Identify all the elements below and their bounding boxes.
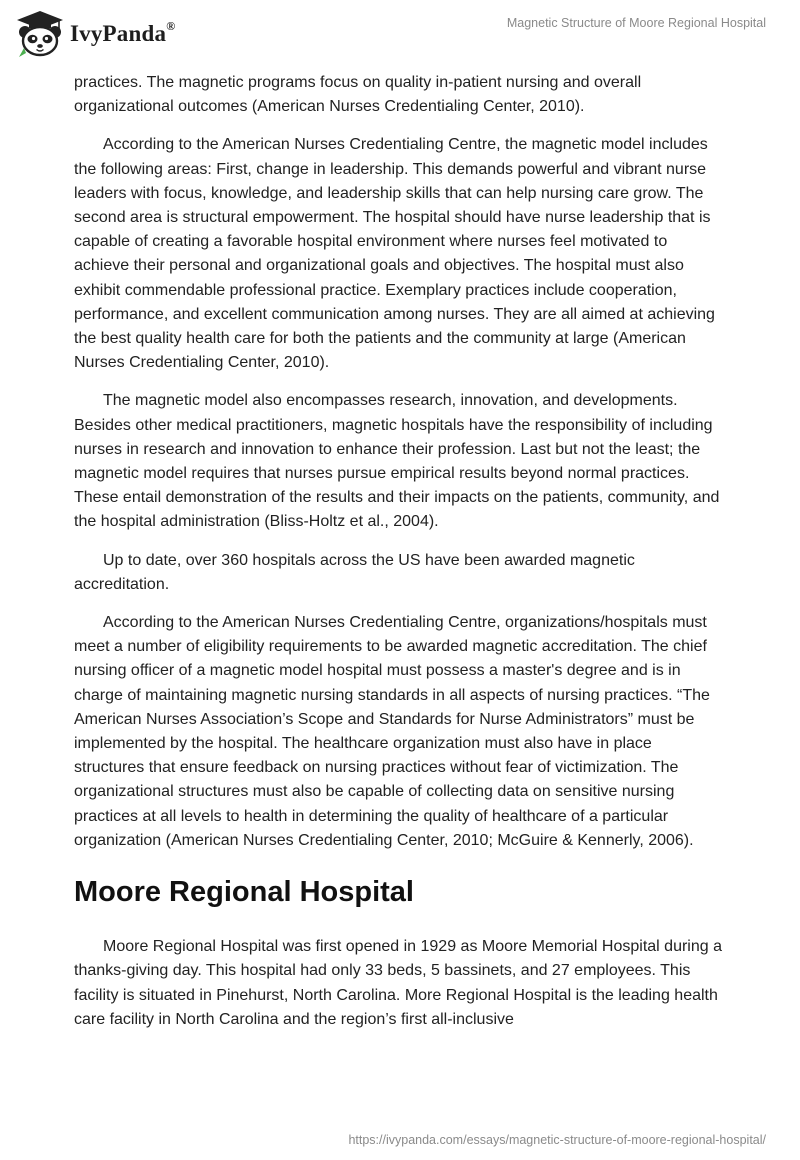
page-header [0, 0, 800, 70]
document-title: Magnetic Structure of Moore Regional Hospital [506, 16, 766, 30]
ivypanda-logo[interactable] [14, 8, 175, 60]
panda-graduate-icon [14, 8, 66, 60]
registered-mark: ® [166, 19, 176, 34]
paragraph: According to the American Nurses Credentialing Centre, the magnetic model includes the following areas: First, change in leadership. This demands powerful and vibrant nurse leaders with focus, knowledge, and leadership skills that can help nursing care grow. The second area is structural empowerment. The hospital should have nurse leadership that is capable of creating a favorable hospital environment where nurses feel motivated to achieve their personal and organizational goals and objectives. The hospital must also exhibit commendable professional practice. Exemplary practices include cooperation, performance, and excellent communication among nurses. They are all aimed at achieving the best quality health care for both the patients and the community at large (American Nurses Credentialing Center, 2010). [74, 136, 715, 372]
brand-name: IvyPanda® [70, 19, 176, 46]
paragraph: Up to date, over 360 hospitals across the US have been awarded magnetic accreditation. [74, 551, 635, 593]
section-heading: Moore Regional Hospital [74, 876, 414, 909]
paragraph: Moore Regional Hospital was first opened in 1929 as Moore Memorial Hospital during a thanks-giving day. This hospital had only 33 beds, 5 bassinets, and 27 employees. This facility is situated in Pinehurst, North Carolina. More Regional Hospital is the leading health care facility in North Carolina and the region’s first all-inclusive [74, 938, 722, 1028]
paragraph: practices. The magnetic programs focus on quality in-patient nursing and overall organizational outcomes (American Nurses Credentialing Center, 2010). [74, 74, 642, 116]
source-url[interactable]: https://ivypanda.com/essays/magnetic-structure-of-moore-regional-hospital/ [348, 1133, 766, 1147]
paragraph: According to the American Nurses Credentialing Centre, organizations/hospitals must meet a number of eligibility requirements to be awarded magnetic accreditation. The chief nursing officer of a magnetic model hospital must possess a master's degree and is in charge of maintaining magnetic nursing standards in all aspects of nursing practices. “The American Nurses Association’s Scope and Standards for Nurse Administrators” must be implemented by the hospital. The healthcare organization must also have in place structures that ensure feedback on nursing practices without fear of victimization. The organizational structures must also be capable of collecting data on sensitive nursing practices at all levels to health in determining the quality of healthcare of a particular organization (American Nurses Credentialing Center, 2010; McGuire & Kennerly, 2006). [74, 614, 710, 849]
essay-body [74, 71, 726, 1046]
paragraph: The magnetic model also encompasses research, innovation, and developments. Besides other medical practitioners, magnetic hospitals have the responsibility of including nurses in research and innovation to enhance their profession. Last but not the least; the magnetic model requires that nurses pursue empirical results beyond normal practices. These entail demonstration of the results and their impacts on the patients, community, and the hospital administration (Bliss-Holtz et al., 2004). [74, 392, 720, 531]
